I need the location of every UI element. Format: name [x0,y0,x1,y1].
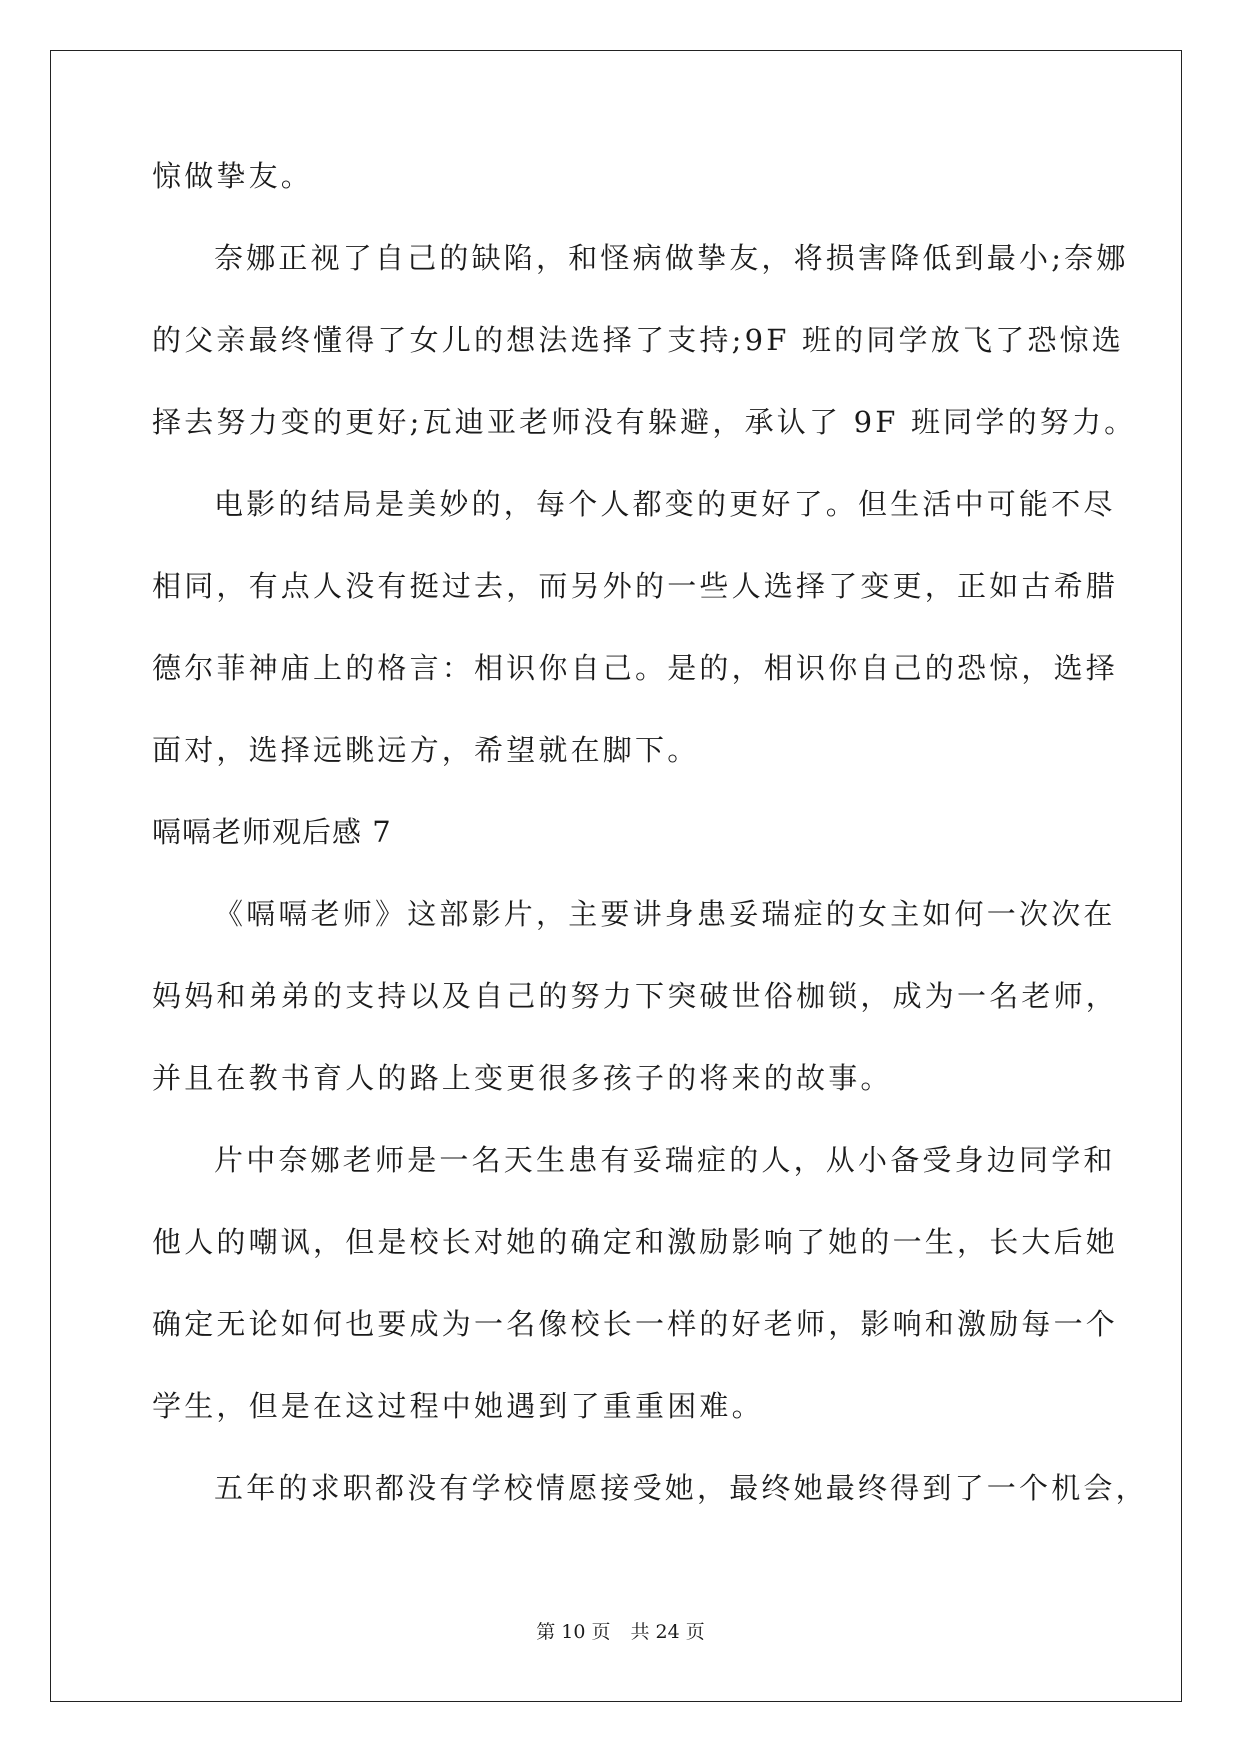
text-line: 相同，有点人没有挺过去，而另外的一些人选择了变更，正如古希腊 [152,569,1119,603]
text-line: 妈妈和弟弟的支持以及自己的努力下突破世俗枷锁，成为一名老师， [152,979,1119,1013]
text-line: 《嗝嗝老师》这部影片，主要讲身患妥瑞症的女主如何一次次在 [214,897,1116,931]
text-line: 奈娜正视了自己的缺陷，和怪病做挚友，将损害降低到最小;奈娜 [214,241,1129,275]
text-line: 德尔菲神庙上的格言：相识你自己。是的，相识你自己的恐惊，选择 [152,651,1119,685]
section-heading: 嗝嗝老师观后感 7 [152,815,392,849]
text-line: 电影的结局是美妙的，每个人都变的更好了。但生活中可能不尽 [214,487,1116,521]
text-line: 惊做挚友。 [152,159,314,193]
text-line: 五年的求职都没有学校情愿接受她，最终她最终得到了一个机会， [214,1471,1148,1505]
page-footer [0,1620,1241,1644]
text-line: 面对，选择远眺远方，希望就在脚下。 [152,733,700,767]
text-line: 的父亲最终懂得了女儿的想法选择了支持;9F 班的同学放飞了恐惊选 [152,323,1124,357]
text-line: 并且在教书育人的路上变更很多孩子的将来的故事。 [152,1061,893,1095]
text-line: 择去努力变的更好;瓦迪亚老师没有躲避，承认了 9F 班同学的努力。 [152,405,1137,439]
document-body [152,159,1148,1554]
text-line: 确定无论如何也要成为一名像校长一样的好老师，影响和激励每一个 [152,1307,1119,1341]
text-line: 片中奈娜老师是一名天生患有妥瑞症的人，从小备受身边同学和 [214,1143,1116,1177]
text-line: 他人的嘲讽，但是校长对她的确定和激励影响了她的一生，长大后她 [152,1225,1119,1259]
page-total: 共 24 页 [630,1621,705,1643]
page-number: 第 10 页 [536,1621,611,1643]
text-line: 学生，但是在这过程中她遇到了重重困难。 [152,1389,764,1423]
